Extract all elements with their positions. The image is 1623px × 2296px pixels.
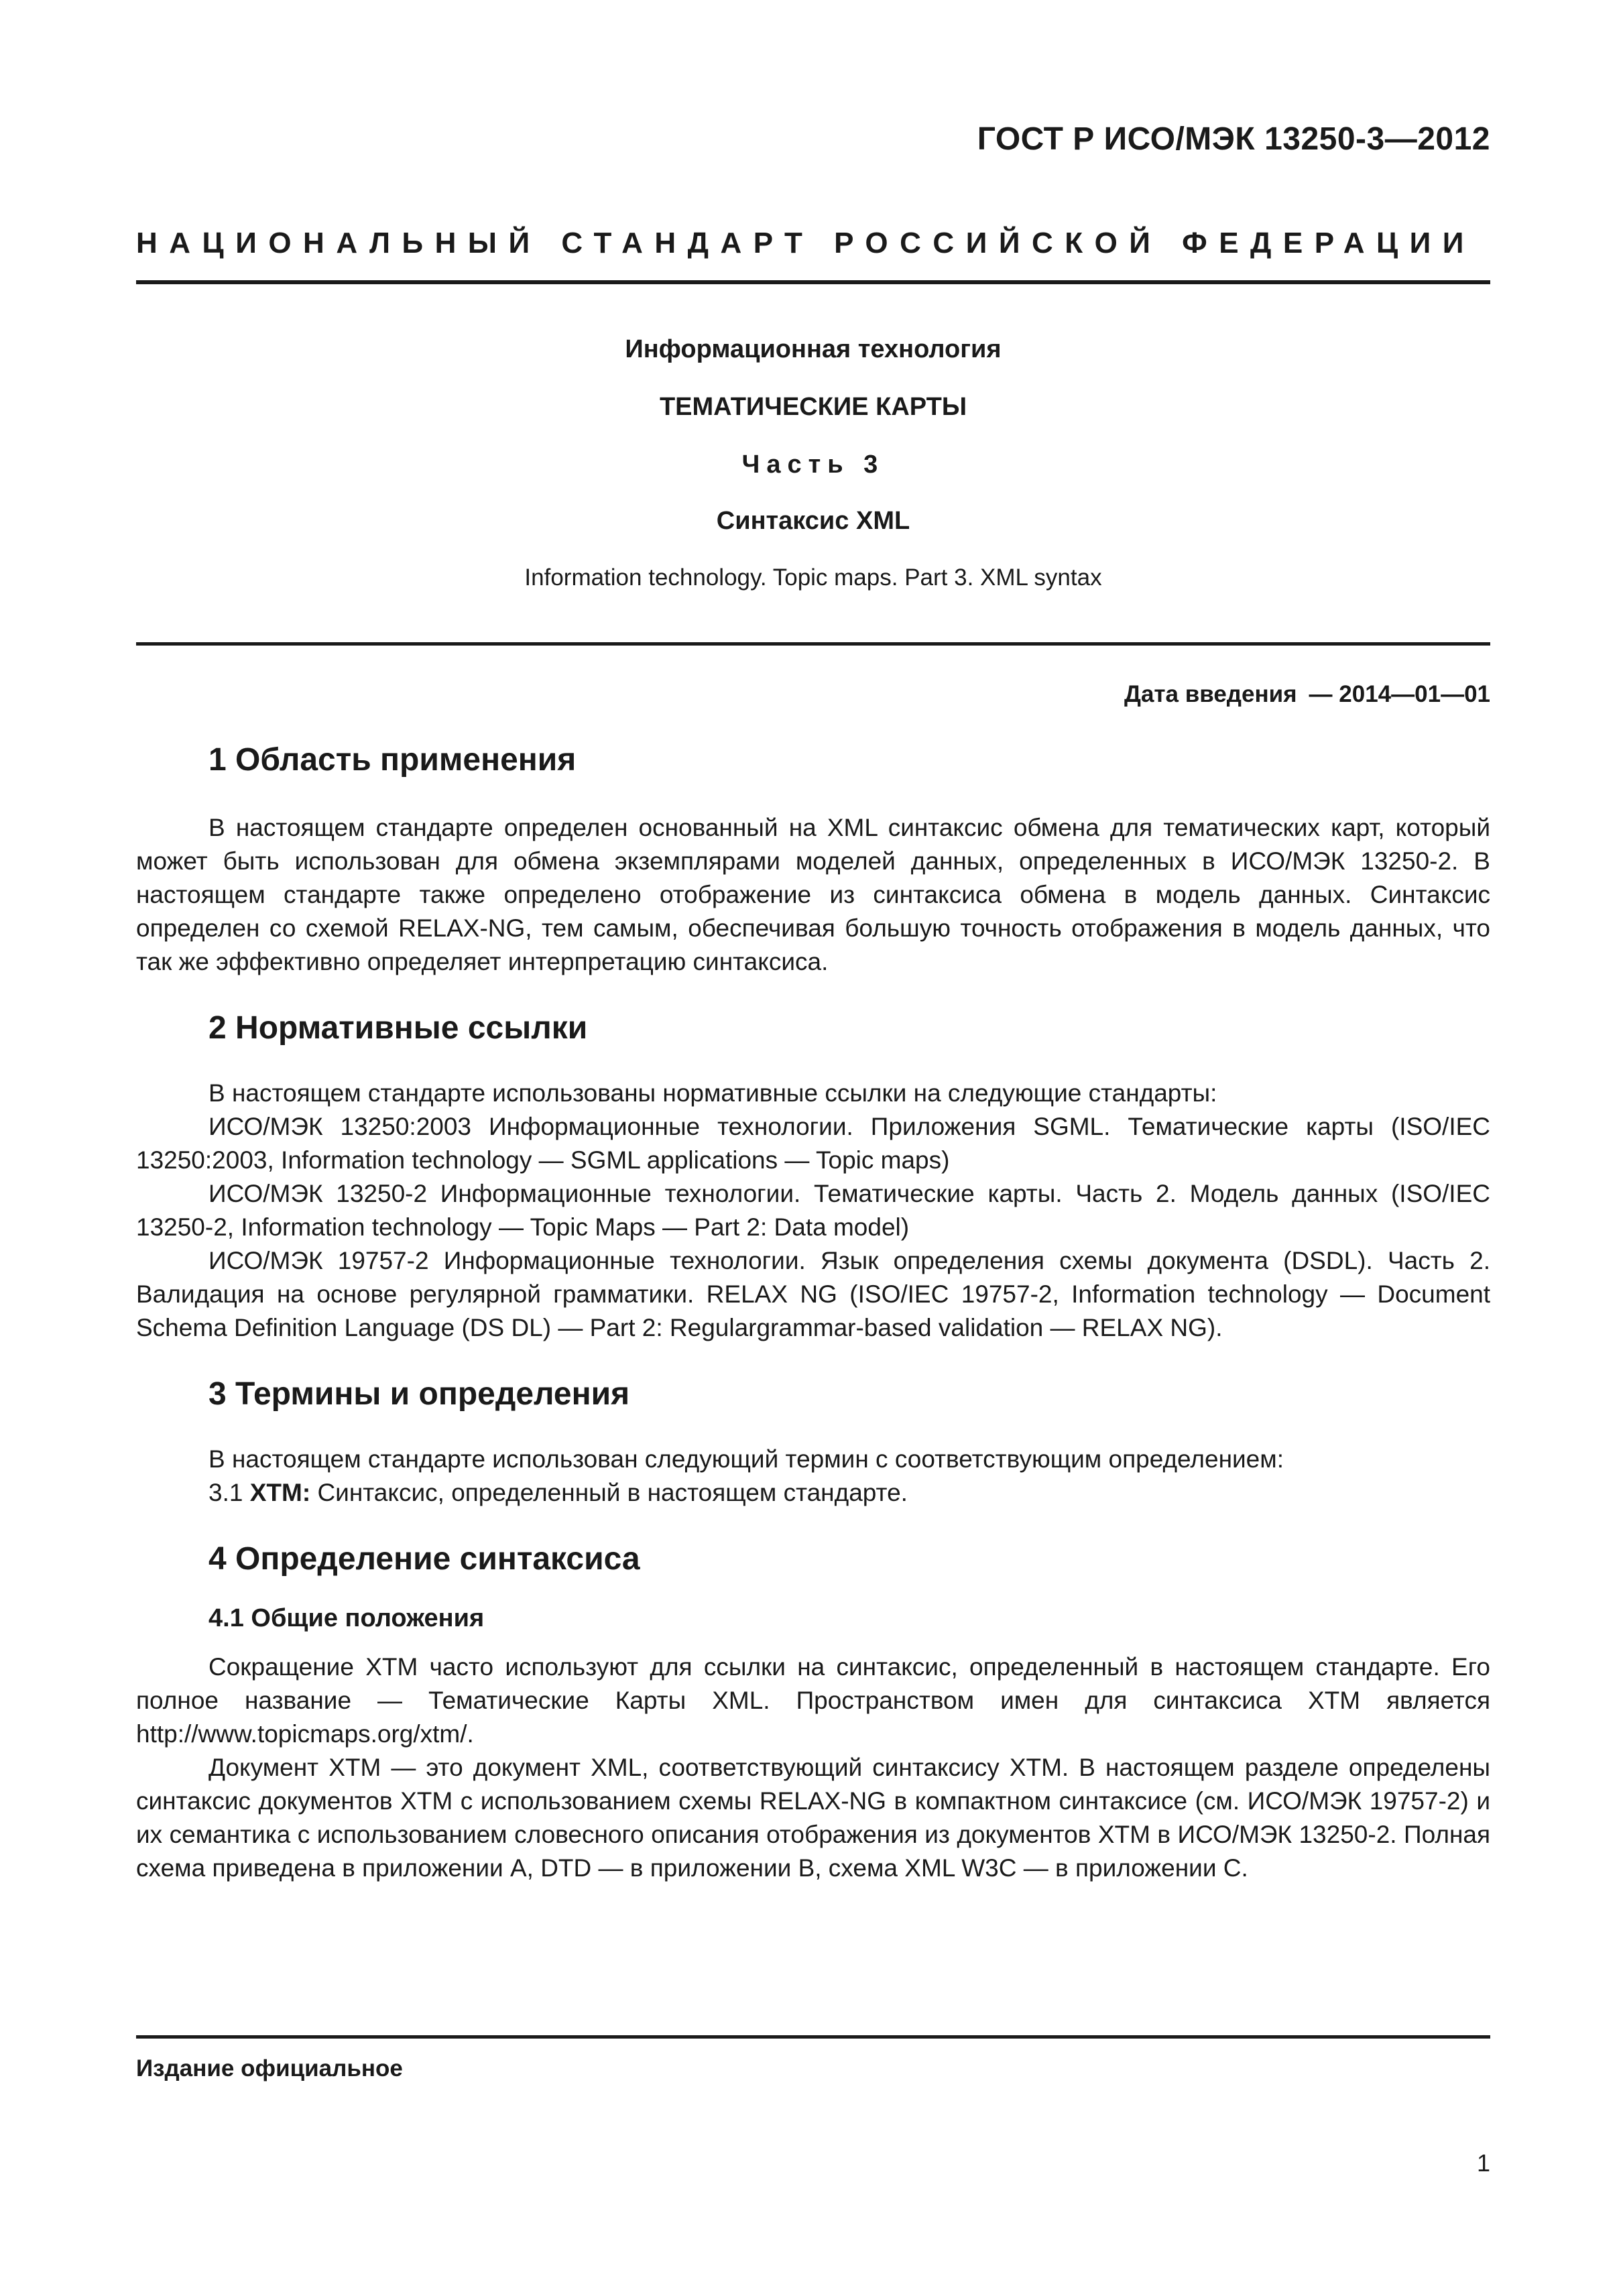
page-number: 1 [1476,2149,1490,2177]
section-2-reference-2: ИСО/МЭК 13250-2 Информационные технологии. Тематические карты. Часть 2. Модель данных (ISO/IEC 13250-2, Information technology — Topic Maps — Part 2: Data model) [136,1180,1490,1241]
section-1-paragraph: В настоящем стандарте определен основанный на XML синтаксис обмена для тематических карт, который может быть использован для обмена экземплярами моделей данных, определенных в ИСО/МЭК 13250-2. В настоящем стандарте также определено отображение из синтаксиса обмена в модель данных. Синтаксис определен со схемой RELAX-NG, тем самым, обеспечивая большую точность отображения в модель данных, что так же эффективно определяет интерпретацию синтаксиса. [136,814,1490,975]
section-4-1-heading: 4.1 Общие положения [208,1604,485,1632]
term-number: 3.1 [208,1479,243,1506]
intro-date-label: Дата введения [1124,681,1297,707]
title-line-1: Информационная технология [625,335,1002,363]
section-2-paragraph-1: В настоящем стандарте использованы нормативные ссылки на следующие стандарты: [208,1079,1217,1107]
section-4-1-paragraph-2: Документ XTM — это документ XML, соответствующий синтаксису XTM. В настоящем разделе определены синтаксис документов XTM с использованием схемы RELAX-NG в компактном синтаксисе (см. ИСО/МЭК 19757-2) и их семантика с использованием словесного описания отображения из документов XTM в ИСО/МЭК 13250-2. Полная схема приведена в приложении А, DTD — в приложении В, схема XML W3C — в приложении С. [136,1754,1490,1882]
section-4-1-paragraph-1: Сокращение XTM часто используют для ссылки на синтаксис, определенный в настоящем стандарте. Его полное название — Тематические Карты XML. Пространством имен для синтаксиса XTM является http://www.topicmaps.org/xtm/. [136,1653,1490,1748]
section-3-paragraph: В настоящем стандарте использован следующий термин с соответствующим определением: [208,1445,1284,1473]
document-body [136,740,1490,1885]
title-english: Information technology. Topic maps. Part 3. XML syntax [524,564,1102,591]
official-edition-label: Издание официальное [136,2055,403,2081]
intro-date-value: — 2014—01—01 [1309,681,1490,707]
intro-date [1124,681,1490,708]
section-1-heading: 1 Область применения [208,742,577,778]
term-definition: Синтаксис, определенный в настоящем стандарте. [317,1479,908,1506]
national-standard-banner: НАЦИОНАЛЬНЫЙ СТАНДАРТ РОССИЙСКОЙ ФЕДЕРАЦИИ [136,227,1476,259]
section-2-heading: 2 Нормативные ссылки [208,1010,588,1046]
section-2-reference-1: ИСО/МЭК 13250:2003 Информационные технологии. Приложения SGML. Тематические карты (ISO/IEC 13250:2003, Information technology — SGML applications — Topic maps) [136,1113,1490,1174]
footer-rule [136,2035,1490,2039]
title-line-2: ТЕМАТИЧЕСКИЕ КАРТЫ [659,393,967,421]
title-rule [136,642,1490,646]
section-4-heading: 4 Определение синтаксиса [208,1541,640,1577]
section-3-heading: 3 Термины и определения [208,1376,630,1412]
header-rule [136,280,1490,284]
section-2-reference-3: ИСО/МЭК 19757-2 Информационные технологии. Язык определения схемы документа (DSDL). Часть 2. Валидация на основе регулярной грамматики. RELAX NG (ISO/IEC 19757-2, Information technology — Document Schema Definition Language (DS DL) — Part 2: Regulargrammar-based validation — RELAX NG). [136,1247,1490,1341]
section-3-term [136,1476,1490,1510]
term-name: XTM: [249,1479,311,1506]
standard-number: ГОСТ Р ИСО/МЭК 13250-3—2012 [977,121,1490,157]
title-line-4: Синтаксис XML [716,507,910,535]
title-part: Часть 3 [741,450,885,479]
